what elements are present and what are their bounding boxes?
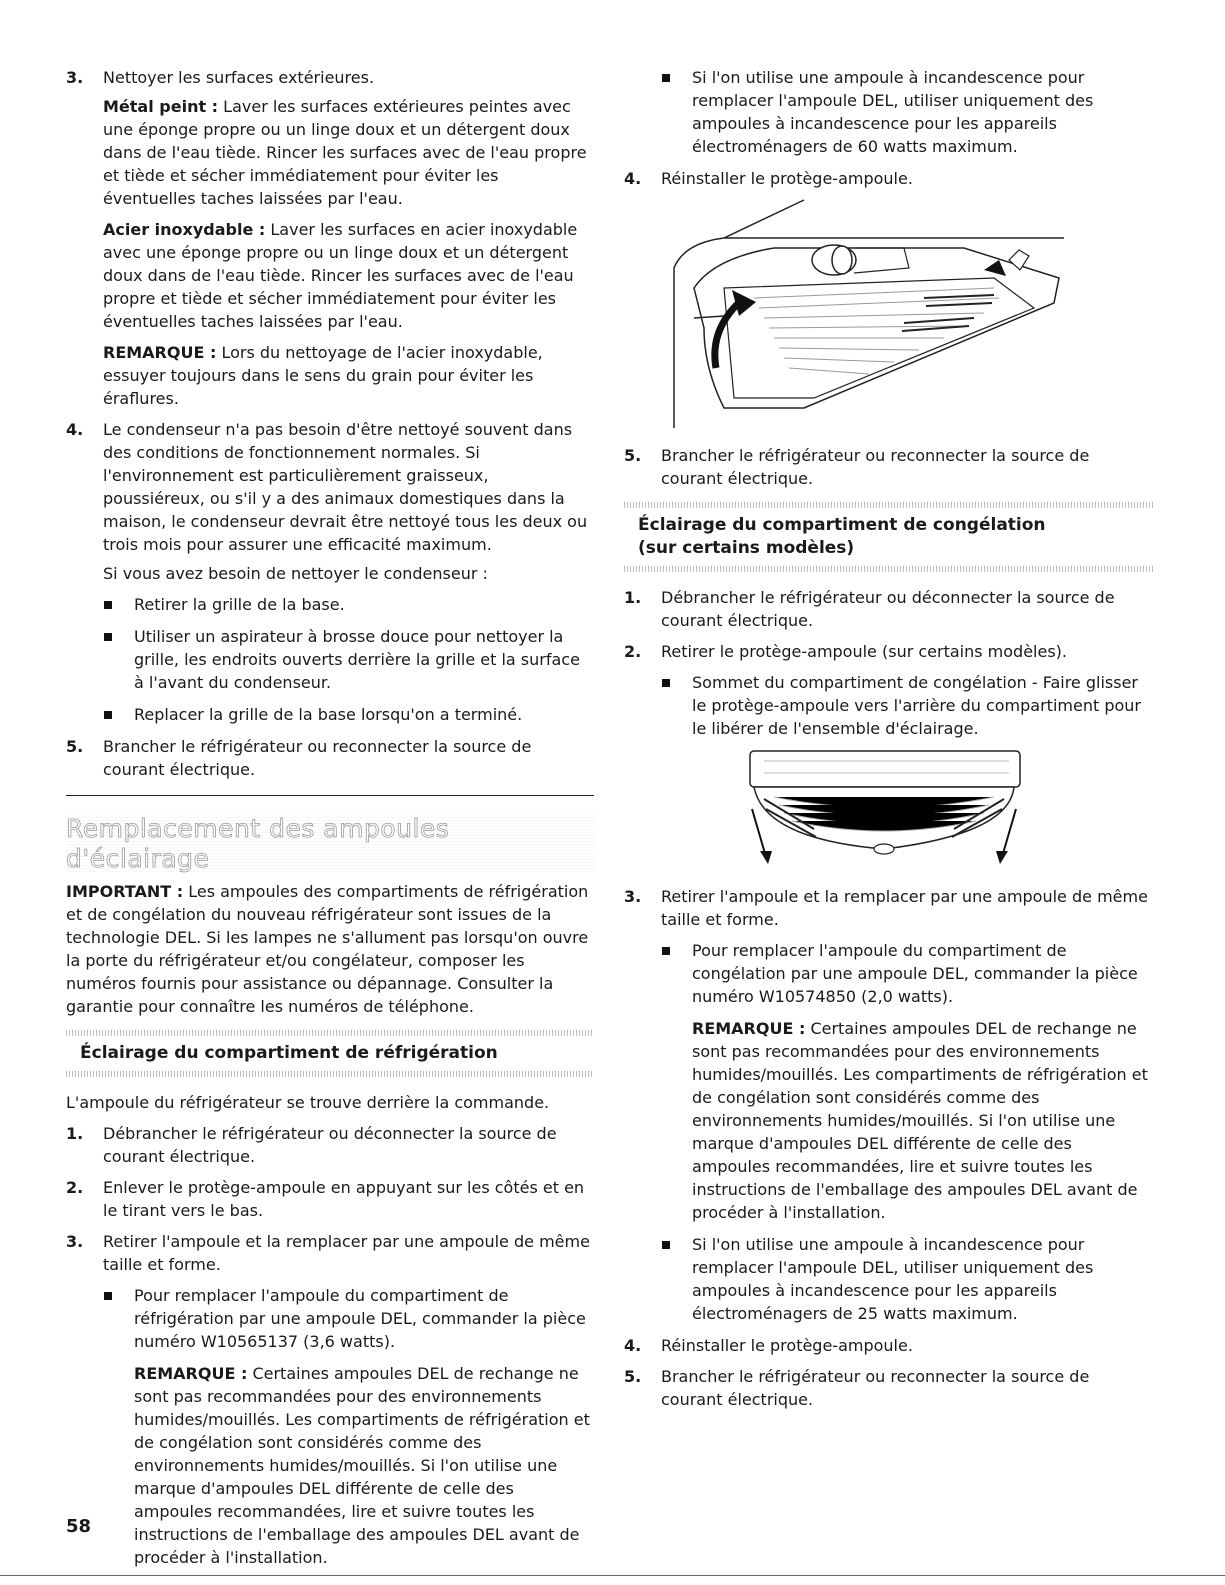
freezer-step-4 xyxy=(624,1334,1154,1357)
freezer-light-heading-line2: (sur certains modèles) xyxy=(638,538,855,558)
note-label: REMARQUE : xyxy=(103,343,217,362)
important-label: IMPORTANT : xyxy=(66,882,184,901)
step-5 xyxy=(66,735,594,781)
note-text: Certaines ampoules DEL de rechange ne sont pas recommandées pour des environnements humides/mouillés. Les compartiments de réfrigération et de congélation sont considérés comme des environnements humides/mouillés. Si l'on utilise une marque d'ampoules DEL différente de celle des ampoules recommandées, lire et suivre toutes les instructions de l'emballage des ampoules DEL avant de procéder à l'installation. xyxy=(134,1364,590,1567)
stainless-label: Acier inoxydable : xyxy=(103,220,266,239)
refrigerator-light-intro: L'ampoule du réfrigérateur se trouve derrière la commande. xyxy=(66,1093,550,1112)
step-number: 1. xyxy=(624,588,642,607)
step-number: 2. xyxy=(66,1178,84,1197)
freezer-step-3 xyxy=(624,885,1154,1325)
step-text: Brancher le réfrigérateur ou reconnecter la source de courant électrique. xyxy=(661,446,1090,488)
stainless-text: Laver les surfaces en acier inoxydable avec une éponge propre ou un linge doux et un détergent doux dans de l'eau tiède. Rincer les surfaces avec de l'eau propre et tiède et sécher immédiatement pour éviter les éventuelles taches laissées par l'eau. xyxy=(103,220,578,331)
step-text: Nettoyer les surfaces extérieures. xyxy=(103,68,375,87)
step-number: 1. xyxy=(66,1124,84,1143)
step-text: Débrancher le réfrigérateur ou déconnecter la source de courant électrique. xyxy=(661,588,1115,630)
fridge-step-3 xyxy=(66,1230,594,1569)
step-number: 5. xyxy=(624,446,642,465)
freezer-step-1 xyxy=(624,586,1154,632)
fridge-step-2 xyxy=(66,1176,594,1222)
led-note xyxy=(103,1362,594,1569)
step-text: Enlever le protège-ampoule en appuyant sur les côtés et en le tirant vers le bas. xyxy=(103,1178,585,1220)
freezer-light-heading-line1: Éclairage du compartiment de congélation xyxy=(638,515,1046,535)
list-item: Replacer la grille de la base lorsqu'on a terminé. xyxy=(103,703,594,726)
step-number: 4. xyxy=(624,169,642,188)
note-text: Lors du nettoyage de l'acier inoxydable, essuyer toujours dans le sens du grain pour éviter les éraflures. xyxy=(103,343,543,408)
list-item: Utiliser un aspirateur à brosse douce pour nettoyer la grille, les endroits ouverts derrière la grille et la surface à l'avant du condenseur. xyxy=(103,625,594,694)
step-text: Réinstaller le protège-ampoule. xyxy=(661,1336,913,1355)
step-number: 3. xyxy=(624,887,642,906)
list-item: Pour remplacer l'ampoule du compartiment de réfrigération par une ampoule DEL, commander la pièce numéro W10565137 (3,6 watts). xyxy=(103,1284,594,1353)
step-text: Retirer l'ampoule et la remplacer par une ampoule de même taille et forme. xyxy=(661,887,1148,929)
hatch-rule xyxy=(624,566,1154,572)
freezer-step-5 xyxy=(624,1365,1154,1411)
step-number: 5. xyxy=(624,1367,642,1386)
step-number: 2. xyxy=(624,642,642,661)
important-paragraph xyxy=(66,880,594,1018)
list-item: Si l'on utilise une ampoule à incandescence pour remplacer l'ampoule DEL, utiliser uniquement des ampoules à incandescence pour les appareils électroménagers de 25 watts maximum. xyxy=(661,1233,1154,1325)
painted-metal-paragraph xyxy=(103,95,594,210)
fridge-light-cover-illustration xyxy=(664,198,1154,434)
led-note xyxy=(661,1017,1154,1224)
step-number: 3. xyxy=(66,68,84,87)
note-label: REMARQUE : xyxy=(134,1364,248,1383)
refrigerator-light-heading: Éclairage du compartiment de réfrigération xyxy=(80,1043,498,1063)
step-text: Le condenseur n'a pas besoin d'être nettoyé souvent dans des conditions de fonctionnement normales. Si l'environnement est particulièrement graisseux, poussiéreux, ou s'il y a des animaux domestiques dans la maison, le condenseur devrait être nettoyé tous les deux ou trois mois pour assurer une efficacité maximum. xyxy=(103,420,588,554)
section-title: Remplacement des ampoules d'éclairage xyxy=(66,814,594,874)
fridge-step-4 xyxy=(624,167,1154,190)
step-text: Brancher le réfrigérateur ou reconnecter la source de courant électrique. xyxy=(661,1367,1090,1409)
step-number: 5. xyxy=(66,737,84,756)
painted-metal-label: Métal peint : xyxy=(103,97,219,116)
note-label: REMARQUE : xyxy=(692,1019,806,1038)
page-bottom-line xyxy=(0,1575,1225,1576)
list-item: Pour remplacer l'ampoule du compartiment de congélation par une ampoule DEL, commander la pièce numéro W10574850 (2,0 watts). xyxy=(661,939,1154,1008)
stainless-note xyxy=(103,341,594,410)
page-number: 58 xyxy=(66,1516,92,1537)
step-3 xyxy=(66,66,594,410)
freezer-light-cover-illustration-svg xyxy=(744,749,1024,869)
refrigerator-light-heading-box xyxy=(66,1030,594,1077)
list-item: Si l'on utilise une ampoule à incandescence pour remplacer l'ampoule DEL, utiliser uniquement des ampoules à incandescence pour les appareils électroménagers de 60 watts maximum. xyxy=(661,66,1154,158)
step-text: Débrancher le réfrigérateur ou déconnecter la source de courant électrique. xyxy=(103,1124,557,1166)
fridge-step-5 xyxy=(624,444,1154,490)
step-4 xyxy=(66,418,594,726)
list-item: Retirer la grille de la base. xyxy=(103,593,594,616)
freezer-light-heading-box xyxy=(624,502,1154,572)
step-text: Réinstaller le protège-ampoule. xyxy=(661,169,913,188)
fridge-step-1 xyxy=(66,1122,594,1168)
step-number: 4. xyxy=(66,420,84,439)
step-subtext: Si vous avez besoin de nettoyer le condenseur : xyxy=(103,564,488,583)
step-number: 4. xyxy=(624,1336,642,1355)
freezer-step-2 xyxy=(624,640,1154,740)
important-text: Les ampoules des compartiments de réfrigération et de congélation du nouveau réfrigérateur sont issues de la technologie DEL. Si les lampes ne s'allument pas lorsqu'on ouvre la porte du réfrigérateur et/ou congélateur, composer les numéros fournis pour assistance ou dépannage. Consulter la garantie pour connaître les numéros de téléphone. xyxy=(66,882,589,1016)
stainless-paragraph xyxy=(103,218,594,333)
step-number: 3. xyxy=(66,1232,84,1251)
right-column xyxy=(624,66,1154,1419)
section-divider xyxy=(66,795,594,796)
left-column xyxy=(66,66,594,1578)
step-text: Retirer le protège-ampoule (sur certains modèles). xyxy=(661,642,1067,661)
freezer-light-heading xyxy=(624,508,1154,566)
fridge-step-3-continued xyxy=(624,66,1154,158)
step-text: Brancher le réfrigérateur ou reconnecter la source de courant électrique. xyxy=(103,737,532,779)
fridge-light-cover-illustration-svg xyxy=(664,198,1064,428)
list-item: Sommet du compartiment de congélation - Faire glisser le protège-ampoule vers l'arrière du compartiment pour le libérer de l'ensemble d'éclairage. xyxy=(661,671,1154,740)
freezer-light-cover-illustration xyxy=(744,749,1154,875)
step-text: Retirer l'ampoule et la remplacer par une ampoule de même taille et forme. xyxy=(103,1232,590,1274)
hatch-rule xyxy=(66,1071,594,1077)
painted-metal-text: Laver les surfaces extérieures peintes avec une éponge propre ou un linge doux et un détergent doux dans de l'eau tiède. Rincer les surfaces avec de l'eau propre et tiède et sécher immédiatement pour éviter les éventuelles taches laissées par l'eau. xyxy=(103,97,587,208)
note-text: Certaines ampoules DEL de rechange ne sont pas recommandées pour des environnements humides/mouillés. Les compartiments de réfrigération et de congélation sont considérés comme des environnements humides/mouillés. Si l'on utilise une marque d'ampoules DEL différente de celle des ampoules recommandées, lire et suivre toutes les instructions de l'emballage des ampoules DEL avant de procéder à l'installation. xyxy=(692,1019,1148,1222)
